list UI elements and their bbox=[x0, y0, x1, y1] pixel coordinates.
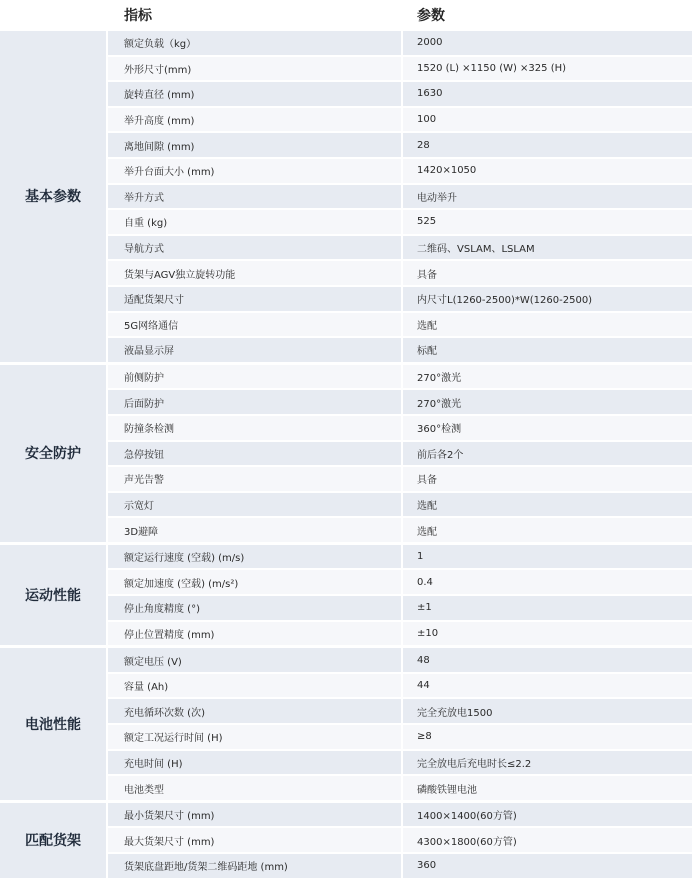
spec-value: 二维码、VSLAM、LSLAM bbox=[403, 236, 692, 262]
spec-value: 360°检测 bbox=[403, 416, 692, 442]
group-title: 安全防护 bbox=[0, 365, 108, 545]
spec-name: 最大货架尺寸 (mm) bbox=[108, 828, 403, 854]
spec-name: 后面防护 bbox=[108, 390, 403, 416]
spec-name: 货架底盘距地/货架二维码距地 (mm) bbox=[108, 854, 403, 881]
spec-name: 急停按钮 bbox=[108, 442, 403, 468]
header-name: 指标 bbox=[108, 0, 403, 31]
spec-value: 磷酸铁锂电池 bbox=[403, 776, 692, 803]
spec-value: 1520 (L) ×1150 (W) ×325 (H) bbox=[403, 57, 692, 83]
spec-name: 额定加速度 (空载) (m/s²) bbox=[108, 570, 403, 596]
spec-name: 旋转直径 (mm) bbox=[108, 82, 403, 108]
spec-value: 1400×1400(60方管) bbox=[403, 803, 692, 829]
table-row bbox=[0, 365, 692, 391]
table-row bbox=[0, 31, 692, 57]
spec-name: 电池类型 bbox=[108, 776, 403, 803]
spec-value: ±1 bbox=[403, 596, 692, 622]
spec-body bbox=[0, 31, 692, 881]
spec-value: 2000 bbox=[403, 31, 692, 57]
spec-name: 额定电压 (V) bbox=[108, 648, 403, 674]
spec-name: 停止位置精度 (mm) bbox=[108, 622, 403, 649]
header-row bbox=[0, 0, 692, 31]
spec-name: 声光告警 bbox=[108, 467, 403, 493]
spec-name: 5G网络通信 bbox=[108, 313, 403, 339]
spec-value: 内尺寸L(1260-2500)*W(1260-2500) bbox=[403, 287, 692, 313]
spec-value: 44 bbox=[403, 674, 692, 700]
group-title: 匹配货架 bbox=[0, 803, 108, 881]
spec-name: 充电循环次数 (次) bbox=[108, 699, 403, 725]
spec-value: 选配 bbox=[403, 518, 692, 545]
spec-value: 选配 bbox=[403, 493, 692, 519]
spec-name: 举升高度 (mm) bbox=[108, 108, 403, 134]
spec-value: 100 bbox=[403, 108, 692, 134]
spec-value: 1630 bbox=[403, 82, 692, 108]
spec-value: 270°激光 bbox=[403, 390, 692, 416]
spec-value: 电动举升 bbox=[403, 185, 692, 211]
spec-value: ≥8 bbox=[403, 725, 692, 751]
group-title: 运动性能 bbox=[0, 545, 108, 648]
header-value: 参数 bbox=[403, 0, 692, 31]
spec-name: 最小货架尺寸 (mm) bbox=[108, 803, 403, 829]
spec-value: 前后各2个 bbox=[403, 442, 692, 468]
spec-name: 自重 (kg) bbox=[108, 210, 403, 236]
spec-value: 具备 bbox=[403, 261, 692, 287]
spec-value: 选配 bbox=[403, 313, 692, 339]
spec-value: 48 bbox=[403, 648, 692, 674]
spec-value: 标配 bbox=[403, 338, 692, 365]
spec-name: 额定负载（kg） bbox=[108, 31, 403, 57]
spec-name: 3D避障 bbox=[108, 518, 403, 545]
spec-name: 额定工况运行时间 (H) bbox=[108, 725, 403, 751]
spec-value: 1 bbox=[403, 545, 692, 571]
spec-value: 270°激光 bbox=[403, 365, 692, 391]
spec-name: 防撞条检测 bbox=[108, 416, 403, 442]
spec-name: 示宽灯 bbox=[108, 493, 403, 519]
spec-value: 1420×1050 bbox=[403, 159, 692, 185]
spec-name: 货架与AGV独立旋转功能 bbox=[108, 261, 403, 287]
spec-value: 完全放电后充电时长≤2.2 bbox=[403, 751, 692, 777]
spec-name: 举升台面大小 (mm) bbox=[108, 159, 403, 185]
table-row bbox=[0, 648, 692, 674]
spec-value: 完全充放电1500 bbox=[403, 699, 692, 725]
header-group-cell bbox=[0, 0, 108, 31]
spec-name: 容量 (Ah) bbox=[108, 674, 403, 700]
spec-value: ±10 bbox=[403, 622, 692, 649]
spec-name: 停止角度精度 (°) bbox=[108, 596, 403, 622]
spec-value: 360 bbox=[403, 854, 692, 881]
group-title: 基本参数 bbox=[0, 31, 108, 365]
spec-value: 28 bbox=[403, 133, 692, 159]
spec-name: 前侧防护 bbox=[108, 365, 403, 391]
spec-name: 举升方式 bbox=[108, 185, 403, 211]
spec-value: 0.4 bbox=[403, 570, 692, 596]
spec-name: 外形尺寸(mm) bbox=[108, 57, 403, 83]
spec-name: 充电时间 (H) bbox=[108, 751, 403, 777]
spec-name: 离地间隙 (mm) bbox=[108, 133, 403, 159]
spec-name: 额定运行速度 (空载) (m/s) bbox=[108, 545, 403, 571]
spec-name: 导航方式 bbox=[108, 236, 403, 262]
spec-value: 525 bbox=[403, 210, 692, 236]
spec-name: 液晶显示屏 bbox=[108, 338, 403, 365]
table-row bbox=[0, 545, 692, 571]
table-row bbox=[0, 803, 692, 829]
group-title: 电池性能 bbox=[0, 648, 108, 803]
spec-name: 适配货架尺寸 bbox=[108, 287, 403, 313]
spec-value: 具备 bbox=[403, 467, 692, 493]
spec-value: 4300×1800(60方管) bbox=[403, 828, 692, 854]
